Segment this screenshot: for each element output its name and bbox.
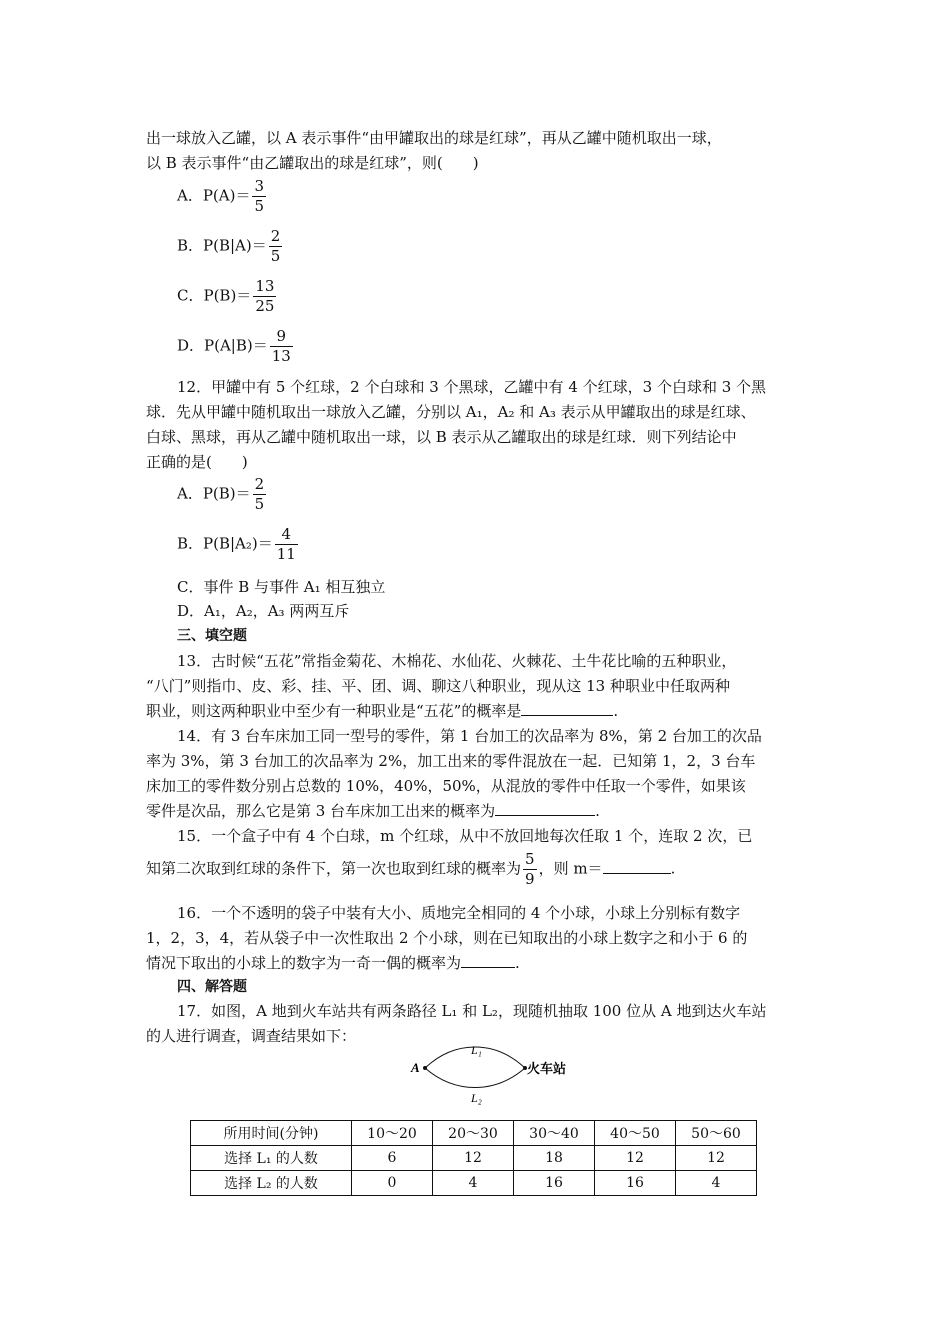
table-row <box>191 1171 757 1196</box>
answer-blank[interactable] <box>603 859 671 874</box>
q16-line-1: 16．一个不透明的袋子中装有大小、质地完全相同的 4 个小球，小球上分别标有数字 <box>177 904 741 922</box>
table-cell: 6 <box>352 1146 433 1171</box>
q12-line-2: 球．先从甲罐中随机取出一球放入乙罐，分别以 A₁，A₂ 和 A₃ 表示从甲罐取出的球是红球、 <box>146 403 756 421</box>
fraction: $\frac{5}{9}$ <box>525 850 535 888</box>
fraction: $\frac{4}{11}$ <box>276 525 296 563</box>
q12-line-4: 正确的是( ) <box>146 453 248 471</box>
fraction: $\frac{9}{13}$ <box>271 327 291 365</box>
q14-line-1: 14．有 3 台车床加工同一型号的零件，第 1 台加工的次品率为 8%，第 2 台加工的次品 <box>177 727 762 745</box>
table-cell: 12 <box>595 1146 676 1171</box>
q16-line-3: 情况下取出的小球上的数字为一奇一偶的概率为 . <box>146 954 520 972</box>
q15-line-1: 15．一个盒子中有 4 个白球，m 个红球，从中不放回地每次任取 1 个，连取 2 次，已 <box>177 827 753 845</box>
fraction: $\frac{2}{5}$ <box>270 227 281 265</box>
q12-option-b[interactable] <box>177 525 300 564</box>
table-cell: 16 <box>595 1171 676 1196</box>
route-diagram <box>405 1042 580 1110</box>
q14-line-3: 床加工的零件数分别占总数的 10%，40%，50%，从混放的零件中任取一个零件，如果该 <box>146 777 746 795</box>
station-label: 火车站 <box>527 1062 567 1077</box>
table-row-label: 选择 L₁ 的人数 <box>191 1146 352 1171</box>
section-heading-solutions: 四、解答题 <box>177 979 247 995</box>
q14-line-2: 率为 3%，第 3 台加工的次品率为 2%，加工出来的零件混放在一起．已知第 1，2，3 台车 <box>146 752 756 770</box>
table-header-cell: 10～20 <box>352 1121 433 1146</box>
q15-line-2: 知第二次取到红球的条件下，第一次也取到红球的概率为 $\frac{5}{9}$ ，则 m＝ . <box>146 850 676 888</box>
q12-line-3: 白球、黑球，再从乙罐中随机取出一球，以 B 表示从乙罐取出的球是红球．则下列结论中 <box>146 428 737 446</box>
q11-line-2: 以 B 表示事件“由乙罐取出的球是红球”，则( ) <box>146 154 479 172</box>
table-row-label: 选择 L₂ 的人数 <box>191 1171 352 1196</box>
table-cell: 4 <box>676 1171 757 1196</box>
path-l2-curve <box>425 1068 525 1088</box>
table-header-cell: 30～40 <box>514 1121 595 1146</box>
option-label: A．P(B)＝ <box>177 484 251 503</box>
q17-line-1: 17．如图，A 地到火车站共有两条路径 L₁ 和 L₂，现随机抽取 100 位从 A 地到达火车站 <box>177 1002 767 1020</box>
path-l1-label: L₁ <box>471 1043 482 1057</box>
table-header-cell: 40～50 <box>595 1121 676 1146</box>
table-row <box>191 1146 757 1171</box>
table-cell: 0 <box>352 1171 433 1196</box>
q17-line-2: 的人进行调查，调查结果如下： <box>146 1027 357 1045</box>
option-label: C．P(B)＝ <box>177 286 252 305</box>
section-heading-fill-in: 三、填空题 <box>177 628 247 644</box>
answer-blank[interactable] <box>495 801 595 816</box>
point-a-label: A <box>411 1060 420 1075</box>
option-label: A．P(A)＝ <box>177 186 251 205</box>
q11-option-a[interactable] <box>177 177 268 216</box>
point-a-dot <box>423 1066 427 1070</box>
q13-line-3: 职业，则这两种职业中至少有一种职业是“五花”的概率是 . <box>146 702 619 720</box>
fraction: $\frac{13}{25}$ <box>255 277 275 315</box>
q11-option-d[interactable] <box>177 327 295 366</box>
fraction: $\frac{3}{5}$ <box>254 177 265 215</box>
q12-option-c[interactable]: C．事件 B 与事件 A₁ 相互独立 <box>177 578 386 596</box>
answer-blank[interactable] <box>461 953 515 968</box>
table-cell: 16 <box>514 1171 595 1196</box>
survey-table <box>190 1120 757 1196</box>
table-header-row <box>191 1121 757 1146</box>
q13-line-1: 13．古时候“五花”常指金菊花、木棉花、水仙花、火棘花、土牛花比喻的五种职业， <box>177 652 737 670</box>
q11-option-b[interactable] <box>177 227 284 266</box>
q11-line-1: 出一球放入乙罐，以 A 表示事件“由甲罐取出的球是红球”，再从乙罐中随机取出一球， <box>146 129 722 147</box>
q12-option-a[interactable] <box>177 475 268 514</box>
option-label: D．P(A|B)＝ <box>177 336 268 355</box>
option-label: B．P(B|A)＝ <box>177 236 267 255</box>
table-cell: 4 <box>433 1171 514 1196</box>
path-l2-label: L₂ <box>471 1091 482 1105</box>
table-cell: 12 <box>676 1146 757 1171</box>
answer-blank[interactable] <box>521 701 613 716</box>
q14-line-4: 零件是次品，那么它是第 3 台车床加工出来的概率为 . <box>146 802 600 820</box>
table-header-cell: 所用时间(分钟) <box>191 1121 352 1146</box>
q12-line-1: 12．甲罐中有 5 个红球，2 个白球和 3 个黑球，乙罐中有 4 个红球，3 个白球和 3 个黑 <box>177 378 767 396</box>
table-cell: 18 <box>514 1146 595 1171</box>
q13-line-2: “八门”则指巾、皮、彩、挂、平、团、调、聊这八种职业，现从这 13 种职业中任取两种 <box>146 677 730 695</box>
q16-line-2: 1，2，3，4，若从袋子中一次性取出 2 个小球，则在已知取出的小球上数字之和小于 6 的 <box>146 929 748 947</box>
table-cell: 12 <box>433 1146 514 1171</box>
q12-option-d[interactable]: D．A₁，A₂，A₃ 两两互斥 <box>177 602 350 620</box>
table-header-cell: 20～30 <box>433 1121 514 1146</box>
q11-option-c[interactable] <box>177 277 278 316</box>
table-header-cell: 50～60 <box>676 1121 757 1146</box>
option-label: B．P(B|A₂)＝ <box>177 534 273 553</box>
fraction: $\frac{2}{5}$ <box>254 475 265 513</box>
